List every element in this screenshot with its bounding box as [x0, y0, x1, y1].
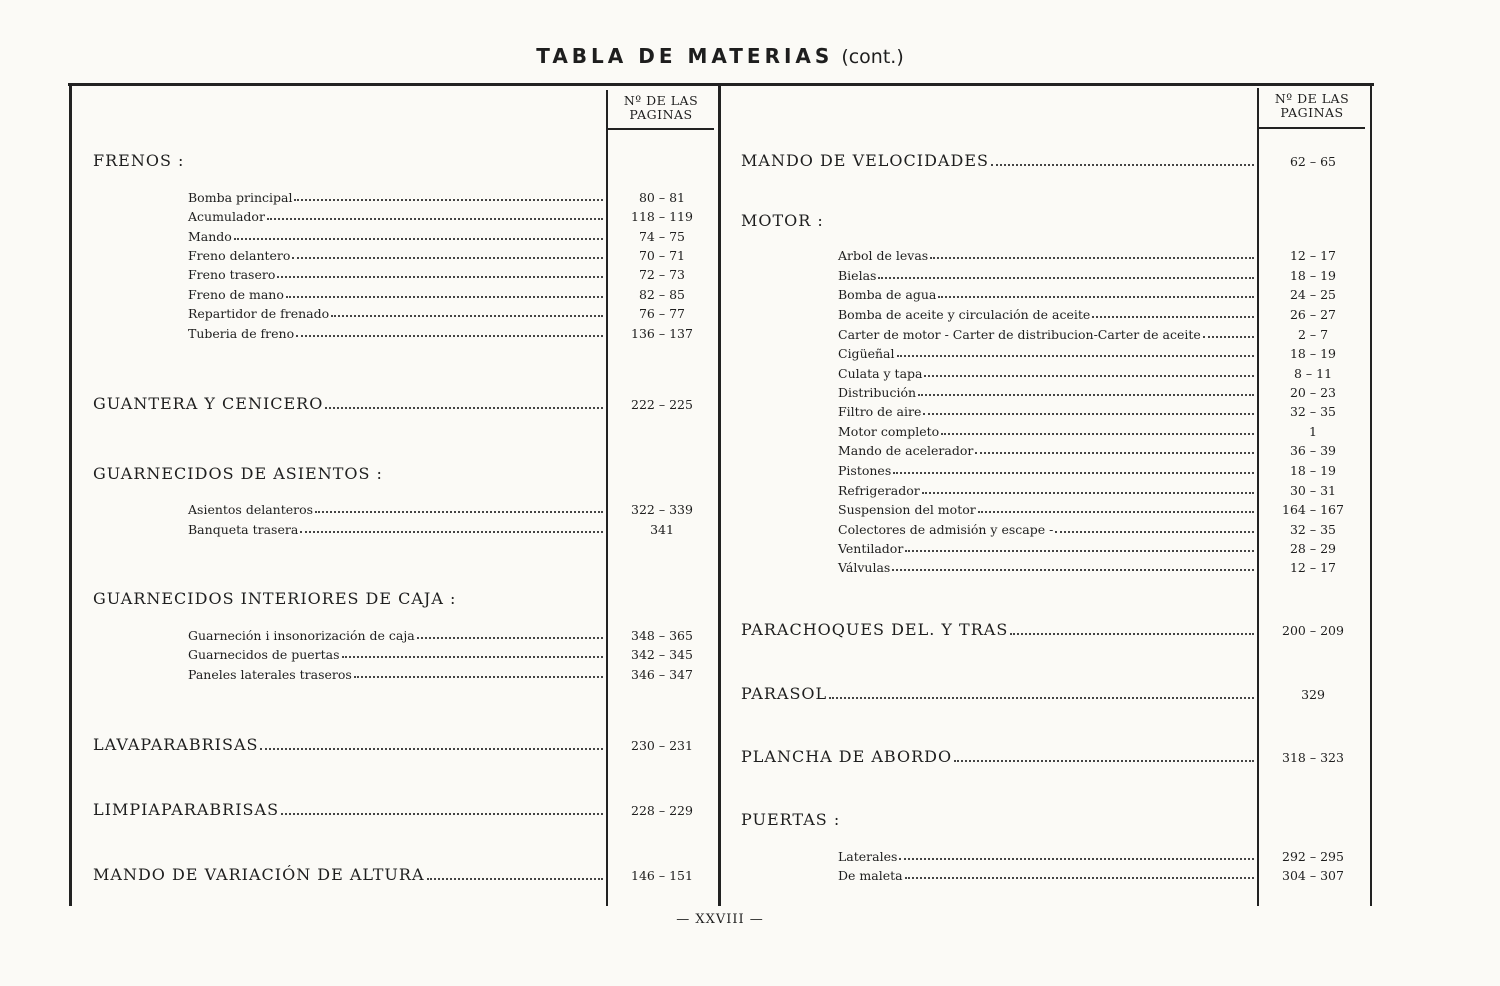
- page-numbers: 146 – 151: [631, 868, 693, 883]
- dot-leader: [331, 315, 603, 317]
- page-numbers: 76 – 77: [638, 306, 685, 321]
- dot-leader: [897, 355, 1254, 357]
- toc-subentry: [188, 522, 603, 537]
- toc-subentry: [188, 306, 603, 321]
- title-suffix: (cont.): [841, 46, 904, 68]
- entry-label: PLANCHA DE ABORDO: [741, 747, 953, 766]
- section-heading: [93, 589, 603, 608]
- page-numbers: 62 – 65: [1289, 154, 1336, 169]
- toc-subentry: [838, 287, 1254, 302]
- toc-subentry: [838, 307, 1254, 322]
- entry-label: Ventilador: [838, 541, 904, 556]
- table-top-rule: [68, 83, 1374, 86]
- dot-leader: [941, 433, 1254, 435]
- toc-subentry: [838, 541, 1254, 556]
- center-divider: [718, 86, 721, 906]
- entry-label: GUARNECIDOS DE ASIENTOS :: [93, 464, 383, 483]
- dot-leader: [1092, 316, 1254, 318]
- entry-label: Motor completo: [838, 424, 940, 439]
- page-numbers: 318 – 323: [1282, 750, 1344, 765]
- dot-leader: [878, 277, 1254, 279]
- toc-entry: [93, 394, 603, 413]
- dot-leader: [277, 276, 603, 278]
- entry-label: Freno delantero: [188, 248, 291, 263]
- toc-subentry: [838, 424, 1254, 439]
- dot-leader: [296, 335, 603, 337]
- toc-subentry: [838, 366, 1254, 381]
- page-numbers: 341: [650, 522, 674, 537]
- right-header-underline: [1259, 127, 1365, 129]
- entry-label: Filtro de aire: [838, 404, 922, 419]
- dot-leader: [930, 257, 1254, 259]
- entry-label: MANDO DE VELOCIDADES: [741, 151, 989, 170]
- toc-subentry: [838, 404, 1254, 419]
- toc-subentry: [838, 560, 1254, 575]
- entry-label: Laterales: [838, 849, 898, 864]
- page-numbers: 24 – 25: [1289, 287, 1336, 302]
- dot-leader: [427, 878, 604, 880]
- toc-entry: [741, 684, 1254, 703]
- entry-label: Freno de mano: [188, 287, 284, 302]
- entry-label: Cigüeñal: [838, 346, 895, 361]
- toc-subentry: [188, 502, 603, 517]
- page-numbers: 348 – 365: [631, 628, 693, 643]
- page-numbers: 292 – 295: [1282, 849, 1344, 864]
- entry-label: Repartidor de frenado: [188, 306, 330, 321]
- entry-label: GUARNECIDOS INTERIORES DE CAJA :: [93, 589, 457, 608]
- page-numbers: 32 – 35: [1289, 404, 1336, 419]
- page-numbers: 12 – 17: [1289, 248, 1336, 263]
- dot-leader: [978, 511, 1254, 513]
- toc-entry: [93, 735, 603, 754]
- toc-subentry: [188, 326, 603, 341]
- dot-leader: [899, 858, 1254, 860]
- entry-label: MANDO DE VARIACIÓN DE ALTURA: [93, 865, 425, 884]
- page-numbers: 304 – 307: [1282, 868, 1344, 883]
- entry-label: De maleta: [838, 868, 903, 883]
- entry-label: Guarneción i insonorización de caja: [188, 628, 415, 643]
- page-numbers: 230 – 231: [631, 738, 693, 753]
- entry-label: PARACHOQUES DEL. Y TRAS: [741, 620, 1009, 639]
- page-numbers: 164 – 167: [1282, 502, 1344, 517]
- page-numbers: 1: [1309, 424, 1317, 439]
- header-line-1: Nº DE LAS: [1274, 91, 1350, 106]
- toc-subentry: [188, 229, 603, 244]
- toc-subentry: [838, 443, 1254, 458]
- entry-label: PARASOL: [741, 684, 828, 703]
- page-numbers: 118 – 119: [631, 209, 693, 224]
- dot-leader: [922, 492, 1254, 494]
- entry-label: LAVAPARABRISAS: [93, 735, 259, 754]
- page-number-footer: — XXVIII —: [676, 912, 764, 927]
- toc-subentry: [838, 483, 1254, 498]
- toc-entry: [741, 151, 1254, 170]
- entry-label: Carter de motor - Carter de distribucion-Carter de aceite: [838, 327, 1201, 342]
- left-border: [69, 84, 72, 906]
- page-numbers: 136 – 137: [631, 326, 693, 341]
- page-numbers: 222 – 225: [631, 397, 693, 412]
- dot-leader: [294, 199, 603, 201]
- dot-leader: [991, 164, 1254, 166]
- page-numbers: 8 – 11: [1293, 366, 1333, 381]
- entry-label: Acumulador: [188, 209, 265, 224]
- left-pages-column-header: [608, 94, 714, 122]
- dot-leader: [286, 296, 603, 298]
- dot-leader: [354, 676, 603, 678]
- page-numbers: 74 – 75: [638, 229, 685, 244]
- page-numbers: 72 – 73: [638, 267, 685, 282]
- toc-subentry: [188, 647, 603, 662]
- page-numbers: 70 – 71: [638, 248, 685, 263]
- entry-label: Guarnecidos de puertas: [188, 647, 340, 662]
- entry-label: GUANTERA Y CENICERO: [93, 394, 324, 413]
- dot-leader: [260, 748, 603, 750]
- page-numbers: 200 – 209: [1282, 623, 1344, 638]
- entry-label: Mando de acelerador: [838, 443, 974, 458]
- toc-subentry: [838, 849, 1254, 864]
- header-line-2: PAGINAS: [1280, 105, 1344, 120]
- entry-label: Válvulas: [838, 560, 891, 575]
- entry-label: Culata y tapa: [838, 366, 923, 381]
- dot-leader: [315, 511, 603, 513]
- right-pages-column-header: [1259, 92, 1365, 120]
- page-title: [0, 44, 1440, 68]
- dot-leader: [892, 569, 1254, 571]
- page-numbers: 28 – 29: [1289, 541, 1336, 556]
- entry-label: Mando: [188, 229, 232, 244]
- left-header-underline: [608, 128, 714, 130]
- dot-leader: [905, 877, 1254, 879]
- page-numbers: 18 – 19: [1289, 346, 1336, 361]
- entry-label: Freno trasero: [188, 267, 276, 282]
- toc-subentry: [838, 248, 1254, 263]
- toc-subentry: [838, 385, 1254, 400]
- dot-leader: [1055, 531, 1254, 533]
- entry-label: Bomba de aceite y circulación de aceite: [838, 307, 1091, 322]
- toc-subentry: [838, 522, 1254, 537]
- header-line-1: Nº DE LAS: [623, 93, 699, 108]
- toc-subentry: [838, 868, 1254, 883]
- dot-leader: [1203, 336, 1254, 338]
- dot-leader: [417, 637, 603, 639]
- entry-label: Distribución: [838, 385, 917, 400]
- dot-leader: [954, 760, 1254, 762]
- page-numbers: 18 – 19: [1289, 268, 1336, 283]
- page-numbers: 20 – 23: [1289, 385, 1336, 400]
- entry-label: Bielas: [838, 268, 877, 283]
- page-numbers: 329: [1301, 687, 1325, 702]
- dot-leader: [1010, 633, 1254, 635]
- toc-entry: [93, 800, 603, 819]
- dot-leader: [234, 238, 603, 240]
- section-heading: [741, 211, 1254, 230]
- toc-subentry: [188, 667, 603, 682]
- section-heading: [93, 151, 603, 170]
- page-numbers: 12 – 17: [1289, 560, 1336, 575]
- title-text: TABLA DE MATERIAS: [536, 44, 834, 68]
- entry-label: MOTOR :: [741, 211, 824, 230]
- toc-subentry: [188, 287, 603, 302]
- toc-subentry: [188, 267, 603, 282]
- section-heading: [741, 810, 1254, 829]
- page-numbers: 36 – 39: [1289, 443, 1336, 458]
- page-numbers: 82 – 85: [638, 287, 685, 302]
- entry-label: Bomba principal: [188, 190, 293, 205]
- entry-label: Tuberia de freno: [188, 326, 295, 341]
- dot-leader: [924, 375, 1254, 377]
- entry-label: Asientos delanteros: [188, 502, 314, 517]
- dot-leader: [281, 813, 603, 815]
- page-numbers: 2 – 7: [1297, 327, 1329, 342]
- entry-label: Banqueta trasera: [188, 522, 299, 537]
- toc-subentry: [188, 628, 603, 643]
- toc-subentry: [838, 502, 1254, 517]
- dot-leader: [938, 296, 1254, 298]
- section-heading: [93, 464, 603, 483]
- toc-entry: [741, 620, 1254, 639]
- toc-subentry: [188, 190, 603, 205]
- page-numbers: 30 – 31: [1289, 483, 1336, 498]
- toc-entry: [741, 747, 1254, 766]
- entry-label: Pistones: [838, 463, 892, 478]
- toc-subentry: [838, 346, 1254, 361]
- entry-label: LIMPIAPARABRISAS: [93, 800, 280, 819]
- toc-entry: [93, 865, 603, 884]
- page-numbers: 322 – 339: [631, 502, 693, 517]
- page-numbers: 80 – 81: [638, 190, 685, 205]
- entry-label: Refrigerador: [838, 483, 920, 498]
- toc-subentry: [838, 327, 1254, 342]
- toc-subentry: [838, 463, 1254, 478]
- dot-leader: [975, 452, 1254, 454]
- header-line-2: PAGINAS: [629, 107, 693, 122]
- page-numbers: 228 – 229: [631, 803, 693, 818]
- dot-leader: [893, 472, 1254, 474]
- dot-leader: [292, 257, 603, 259]
- page-numbers: 346 – 347: [631, 667, 693, 682]
- page-numbers: 32 – 35: [1289, 522, 1336, 537]
- entry-label: Bomba de agua: [838, 287, 937, 302]
- dot-leader: [342, 656, 603, 658]
- right-border: [1370, 84, 1372, 906]
- dot-leader: [905, 550, 1254, 552]
- dot-leader: [267, 218, 603, 220]
- dot-leader: [325, 407, 603, 409]
- dot-leader: [923, 413, 1254, 415]
- toc-subentry: [188, 248, 603, 263]
- entry-label: Arbol de levas: [838, 248, 929, 263]
- page-numbers: 18 – 19: [1289, 463, 1336, 478]
- dot-leader: [918, 394, 1254, 396]
- entry-label: FRENOS :: [93, 151, 185, 170]
- page-numbers: 342 – 345: [631, 647, 693, 662]
- entry-label: Suspension del motor: [838, 502, 976, 517]
- toc-subentry: [188, 209, 603, 224]
- toc-subentry: [838, 268, 1254, 283]
- dot-leader: [829, 697, 1254, 699]
- entry-label: PUERTAS :: [741, 810, 841, 829]
- page-numbers: 26 – 27: [1289, 307, 1336, 322]
- entry-label: Colectores de admisión y escape -: [838, 522, 1054, 537]
- entry-label: Paneles laterales traseros: [188, 667, 352, 682]
- dot-leader: [300, 531, 603, 533]
